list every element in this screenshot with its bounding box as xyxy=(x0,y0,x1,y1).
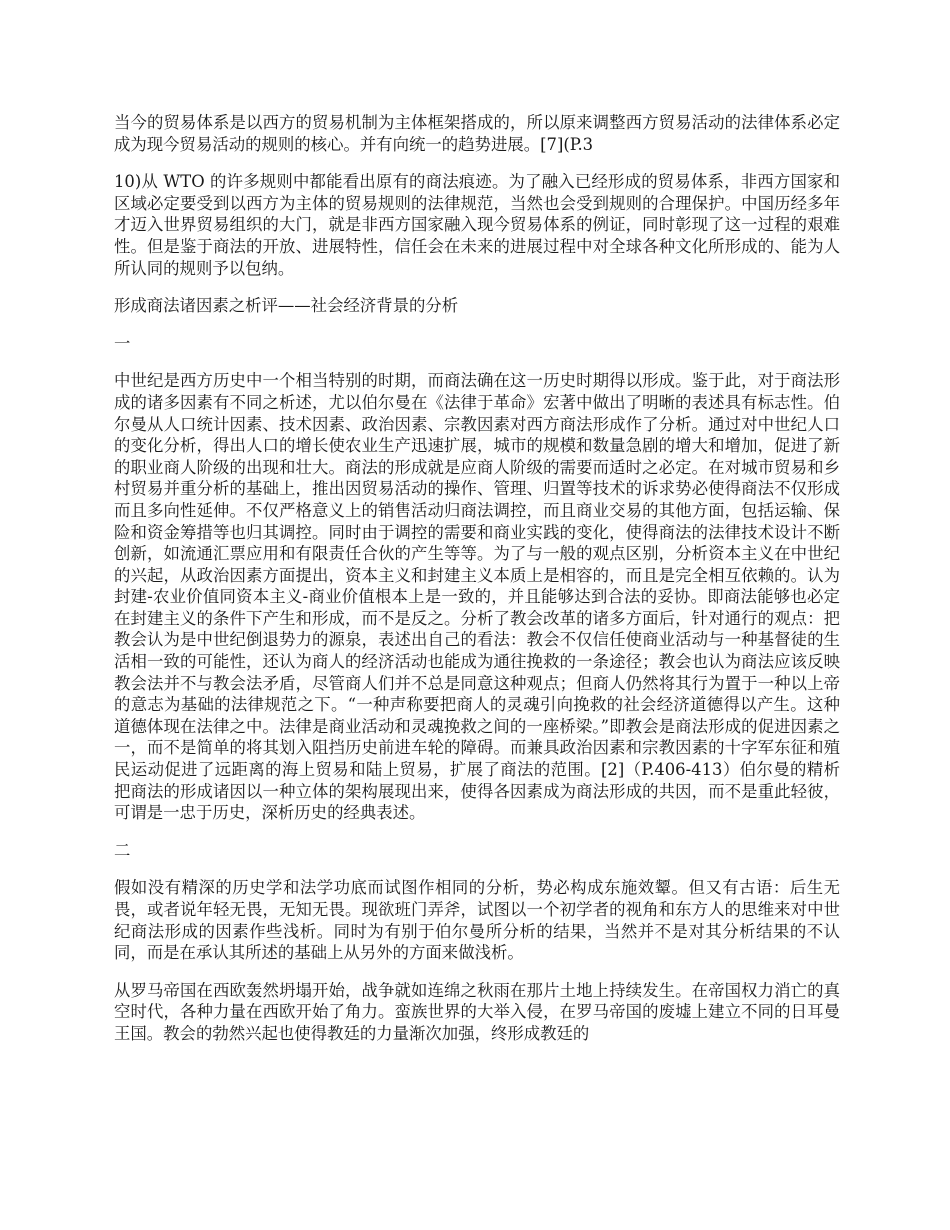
document-body xyxy=(114,112,840,1061)
section-heading: 形成商法诸因素之析评——社会经济背景的分析 xyxy=(114,296,459,316)
paragraph-author-intent: 假如没有精深的历史学和法学功底而试图作相同的分析，势必构成东施效颦。但又有古语：后生无畏，或者说年轻无畏，无知无畏。现欲班门弄斧，试图以一个初学者的视角和东方人的思维来对中世纪商法形成的因素作些浅析。同时为有别于伯尔曼所分析的结果，当然并不是对其分析结果的不认同，而是在承认其所述的基础上从另外的方面来做浅析。 xyxy=(114,878,840,963)
paragraph-roman-empire: 从罗马帝国在西欧轰然坍塌开始，战争就如连绵之秋雨在那片土地上持续发生。在帝国权力消亡的真空时代，各种力量在西欧开始了角力。蛮族世界的大举入侵，在罗马帝国的废墟上建立不同的日耳曼王国。教会的勃然兴起也使得教廷的力量渐次加强，终形成教廷的 xyxy=(114,980,840,1043)
section-marker-one: 一 xyxy=(114,333,131,353)
section-marker-two: 二 xyxy=(114,840,131,860)
paragraph-berman-analysis: 中世纪是西方历史中一个相当特别的时期，而商法确在这一历史时期得以形成。鉴于此，对于商法形成的诸多因素有不同之析述，尤以伯尔曼在《法律于革命》宏著中做出了明晰的表述具有标志性。伯尔曼从人口统计因素、技术因素、政治因素、宗教因素对西方商法形成作了分析。通过对中世纪人口的变化分析，得出人口的增长使农业生产迅速扩展，城市的规模和数量急剧的增大和增加，促进了新的职业商人阶级的出现和壮大。商法的形成就是应商人阶级的需要而适时之必定。在对城市贸易和乡村贸易并重分析的基础上，推出因贸易活动的操作、管理、归置等技术的诉求势必使得商法不仅形成而且多向性延伸。不仅严格意义上的销售活动归商法调控，而且商业交易的其他方面，包括运输、保险和资金筹措等也归其调控。同时由于调控的需要和商业实践的变化，使得商法的法律技术设计不断创新，如流通汇票应用和有限责任合伙的产生等等。为了与一般的观点区别，分析资本主义在中世纪的兴起，从政治因素方面提出，资本主义和封建主义本质上是相容的，而且是完全相互依赖的。认为封建-农业价值同资本主义-商业价值根本上是一致的，并且能够达到合法的妥协。即商法能够也必定在封建主义的条件下产生和形成，而不是反之。分析了教会改革的诸多方面后，针对通行的观点：把教会认为是中世纪倒退势力的源泉，表述出自己的看法：教会不仅信任使商业活动与一种基督徒的生活相一致的可能性，还认为商人的经济活动也能成为通往挽救的一条途径；教会也认为商法应该反映教会法并不与教会法矛盾，尽管商人们并不总是同意这种观点；但商人仍然将其行为置于一种以上帝的意志为基础的法律规范之下。“一种声称要把商人的灵魂引向挽救的社会经济道德得以产生。这种道德体现在法律之中。法律是商业活动和灵魂挽救之间的一座桥梁。”即教会是商法形成的促进因素之一，而不是简单的将其划入阻挡历史前进车轮的障碍。而兼具政治因素和宗教因素的十字军东征和殖民运动促进了远距离的海上贸易和陆上贸易，扩展了商法的范围。[2]（P.406-413）伯尔曼的精析把商法的形成诸因以一种立体的架构展现出来，使得各因素成为商法形成的共因，而不是重此轻彼，可谓是一忠于历史，深析历史的经典表述。 xyxy=(114,371,840,823)
paragraph-wto-rules: 10)从 WTO 的许多规则中都能看出原有的商法痕迹。为了融入已经形成的贸易体系，非西方国家和区域必定要受到以西方为主体的贸易规则的法律规范，当然也会受到规则的合理保护。中国历经多年才迈入世界贸易组织的大门，就是非西方国家融入现今贸易体系的例证，同时彰现了这一过程的艰难性。但是鉴于商法的开放、进展特性，信任会在未来的进展过程中对全球各种文化所形成的、能为人所认同的规则予以包纳。 xyxy=(114,172,840,278)
paragraph-trade-system: 当今的贸易体系是以西方的贸易机制为主体框架搭成的，所以原来调整西方贸易活动的法律体系必定成为现今贸易活动的规则的核心。并有向统一的趋势进展。[7](P.3 xyxy=(114,113,840,154)
